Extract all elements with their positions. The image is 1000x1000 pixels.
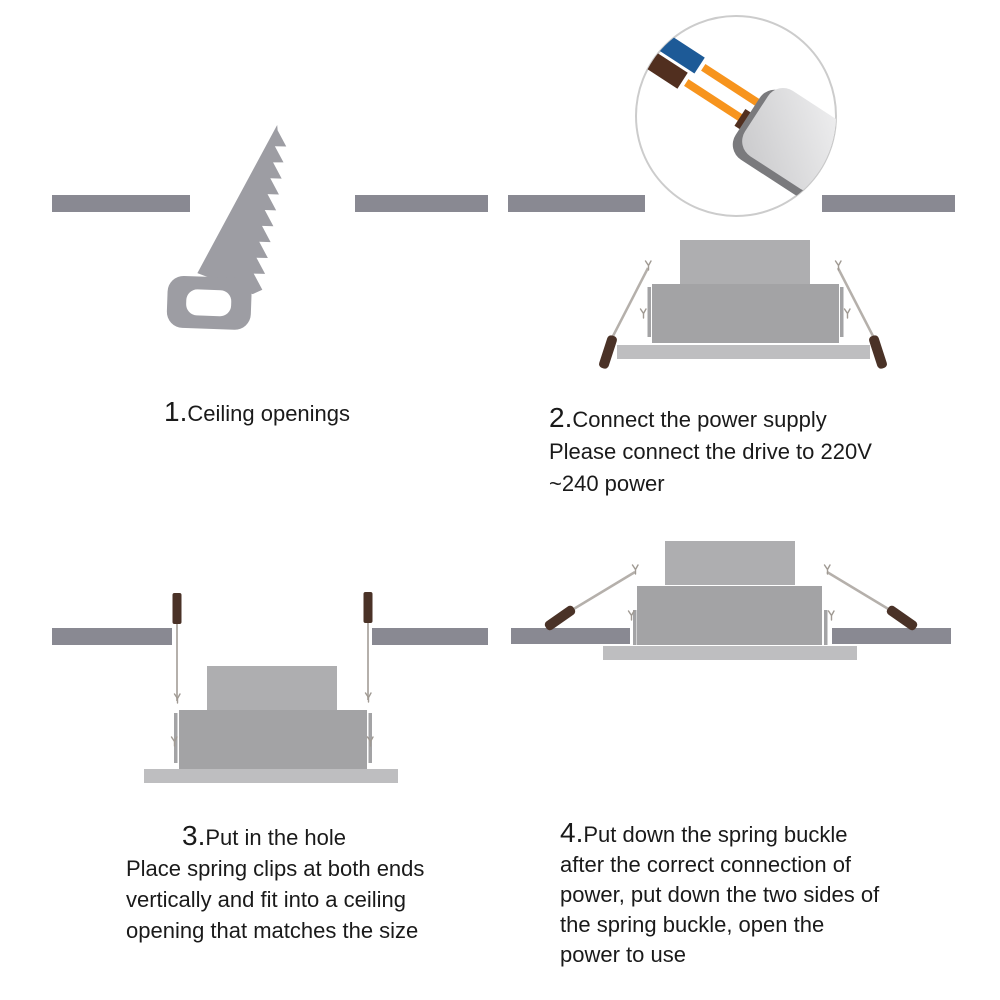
spring-clip-arm-left — [572, 572, 635, 610]
step-title: Put down the spring buckle — [583, 822, 848, 847]
fixture-flange-left — [648, 287, 652, 337]
clip-hook — [641, 309, 647, 318]
spring-clip-handle-left — [543, 604, 577, 632]
spring-clip-arm-left — [612, 268, 648, 338]
fixture-flange-right — [840, 287, 844, 337]
ceiling-bar-right — [372, 628, 488, 645]
spring-clip-handle-right — [885, 604, 919, 632]
fixture-body — [652, 284, 839, 343]
saw-icon — [155, 112, 305, 347]
step-2-caption — [549, 402, 872, 500]
step-1-panel — [0, 0, 500, 500]
fixture-flange-left — [633, 610, 637, 645]
fixture-body — [637, 586, 822, 645]
ceiling-bar-left — [508, 195, 645, 212]
spring-clip-arm-right — [827, 572, 890, 610]
fixture-flange-right — [369, 713, 373, 763]
step-title: Ceiling openings — [187, 401, 351, 426]
fixture-trim-panel — [603, 646, 857, 660]
step-number: 1. — [164, 396, 188, 427]
spring-clip-handle-left — [598, 334, 618, 369]
saw-blade — [196, 115, 305, 296]
step-4-panel — [500, 500, 1000, 1000]
step-3-title — [126, 820, 424, 853]
saw-handle — [166, 275, 252, 330]
step-4-line: power to use — [560, 942, 686, 967]
step-number: 2. — [549, 402, 573, 433]
step-title: Put in the hole — [205, 825, 347, 850]
step-3-panel — [0, 500, 500, 1000]
step-2-line: Please connect the drive to 220V — [549, 439, 872, 464]
downlight-fixture — [144, 666, 398, 783]
step-3-line: opening that matches the size — [126, 918, 419, 943]
downlight-fixture — [633, 541, 828, 645]
fixture-flange-right — [824, 610, 828, 645]
step-number: 4. — [560, 817, 584, 848]
step-2-title — [549, 402, 872, 436]
step-4-caption — [560, 818, 879, 970]
ceiling-bar-right — [832, 628, 951, 644]
step-4-illustration — [500, 520, 1000, 720]
step-3-line: Place spring clips at both ends — [126, 856, 425, 881]
step-2-illustration — [500, 0, 1000, 390]
step-title: Connect the power supply — [572, 407, 827, 432]
step-4-line: power, put down the two sides of — [560, 882, 880, 907]
step-4-line: the spring buckle, open the — [560, 912, 825, 937]
spring-clip-handle-right — [364, 592, 373, 623]
step-3-line: vertically and fit into a ceiling — [126, 887, 407, 912]
ceiling-bar-left — [52, 628, 172, 645]
ceiling-bar-right — [822, 195, 955, 212]
step-3-illustration — [0, 530, 500, 810]
downlight-fixture — [598, 240, 888, 370]
fixture-trim-panel — [144, 769, 398, 783]
fixture-body — [179, 710, 367, 769]
clip-hook — [836, 261, 842, 270]
fixture-driver-box — [207, 666, 337, 710]
fixture-driver-box — [665, 541, 795, 585]
spring-clip-handle-right — [868, 334, 888, 369]
step-4-line: after the correct connection of — [560, 852, 852, 877]
ceiling-bar-right — [355, 195, 488, 212]
clip-hook — [845, 309, 851, 318]
step-2-panel — [500, 0, 1000, 500]
step-3-caption — [126, 820, 424, 946]
step-4-title — [560, 818, 879, 850]
fixture-trim-panel — [617, 345, 870, 359]
step-number: 3. — [182, 820, 206, 851]
clip-hook — [829, 611, 835, 620]
step-2-line: ~240 power — [549, 471, 665, 496]
spring-clip-handle-left — [173, 593, 182, 624]
step-1-title — [164, 396, 350, 429]
step-1-caption — [164, 396, 350, 429]
fixture-driver-box — [680, 240, 810, 284]
ceiling-bar-left — [511, 628, 630, 644]
